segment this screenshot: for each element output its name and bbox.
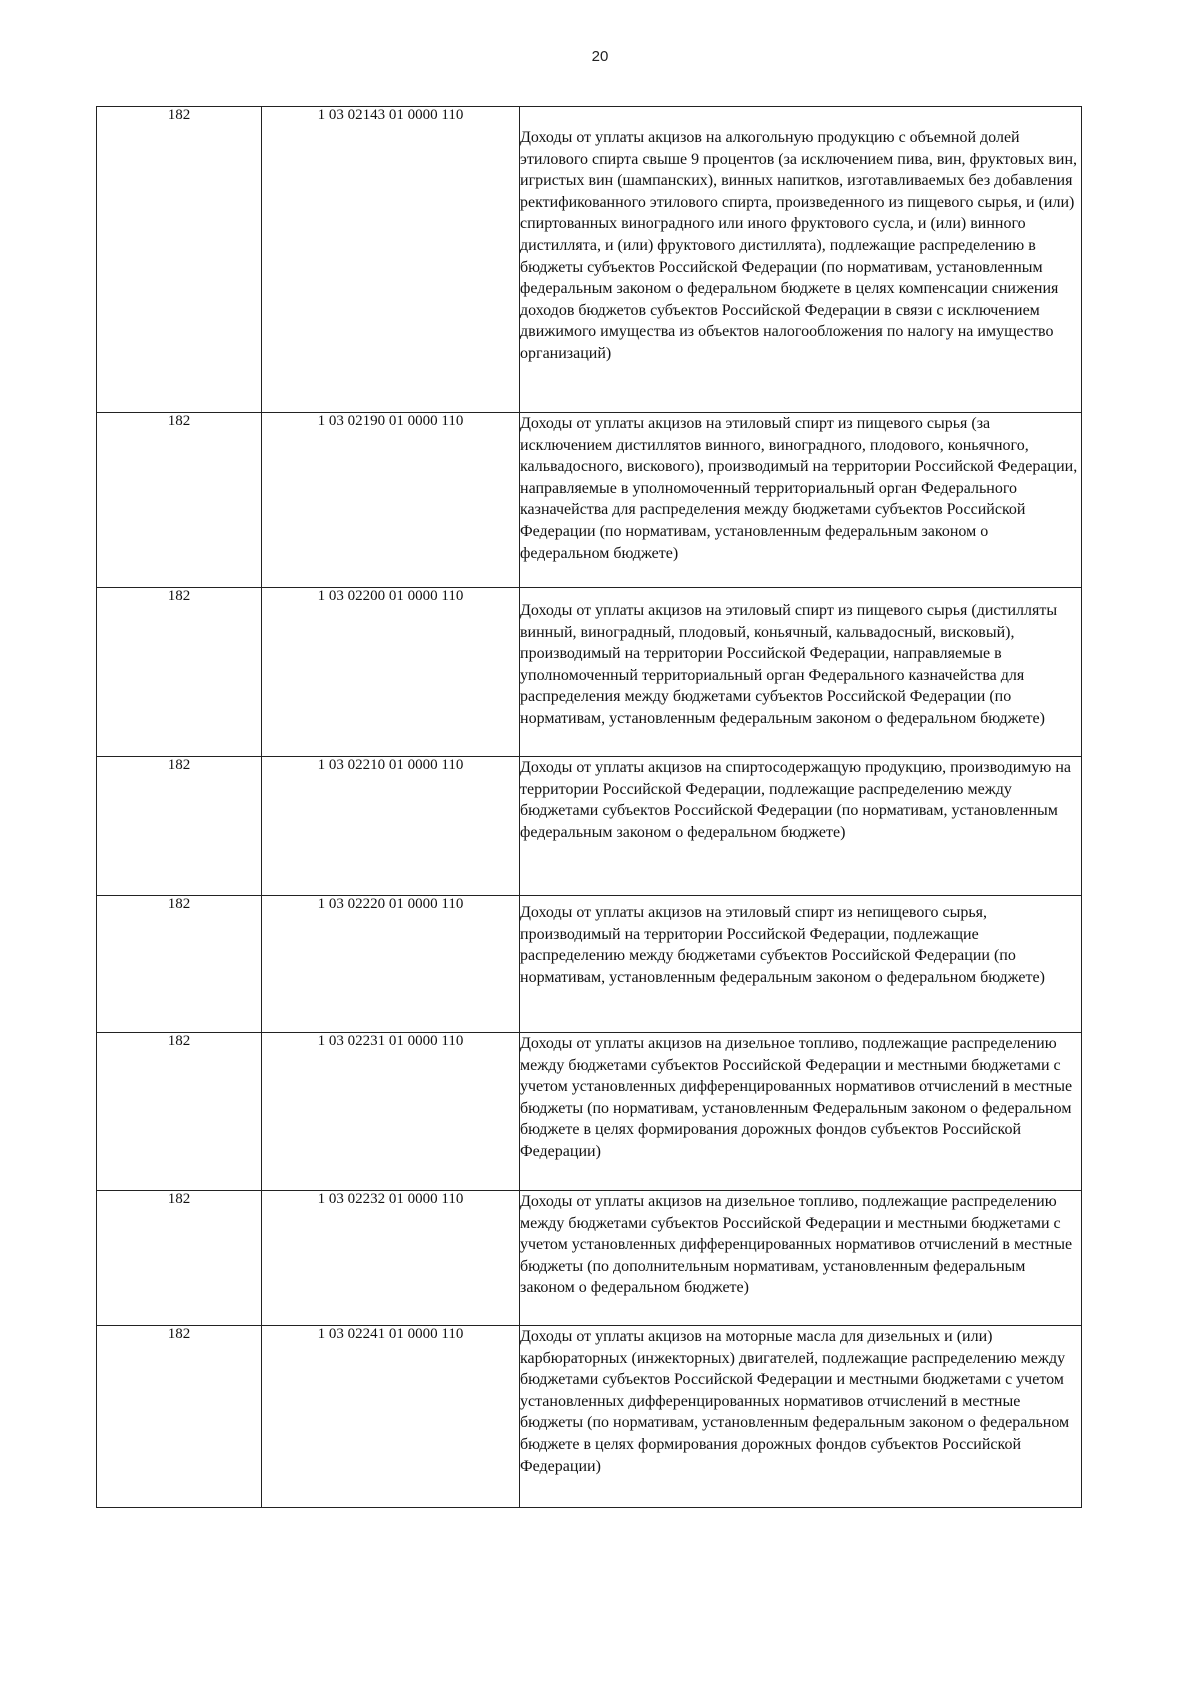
description-cell: Доходы от уплаты акцизов на этиловый спирт из пищевого сырья (дистилляты винный, виноградный, плодовый, коньячный, кальвадосный, висковый), производимый на территории Российской Федерации, направляемые в уполномоченный территориальный орган Федерального казначейства для распределения между бюджетами субъектов Российской Федерации (по нормативам, установленным федеральным законом о федеральном бюджете) [520,588,1082,757]
description-cell: Доходы от уплаты акцизов на этиловый спирт из пищевого сырья (за исключением дистиллятов винного, виноградного, плодового, коньячного, кальвадосного, вискового), производимый на территории Российской Федерации, направляемые в уполномоченный территориальный орган Федерального казначейства для распределения между бюджетами субъектов Российской Федерации (по нормативам, установленным федеральным законом о федеральном бюджете) [520,413,1082,588]
table-row [97,1326,1082,1508]
revenue-codes-table [96,106,1082,1508]
table-row [97,413,1082,588]
admin-code-cell: 182 [97,1326,262,1508]
table-row [97,588,1082,757]
table-row [97,1033,1082,1191]
description-cell: Доходы от уплаты акцизов на этиловый спирт из непищевого сырья, производимый на территории Российской Федерации, подлежащие распределению между бюджетами субъектов Российской Федерации (по нормативам, установленным федеральным законом о федеральном бюджете) [520,896,1082,1033]
budget-code-cell: 1 03 02241 01 0000 110 [262,1326,520,1508]
budget-code-cell: 1 03 02220 01 0000 110 [262,896,520,1033]
table-row [97,1191,1082,1326]
admin-code-cell: 182 [97,107,262,413]
budget-code-cell: 1 03 02200 01 0000 110 [262,588,520,757]
admin-code-cell: 182 [97,413,262,588]
budget-code-cell: 1 03 02232 01 0000 110 [262,1191,520,1326]
admin-code-cell: 182 [97,1191,262,1326]
table-row [97,107,1082,413]
table-row [97,757,1082,896]
budget-code-cell: 1 03 02231 01 0000 110 [262,1033,520,1191]
budget-code-cell: 1 03 02190 01 0000 110 [262,413,520,588]
description-cell: Доходы от уплаты акцизов на дизельное топливо, подлежащие распределению между бюджетами субъектов Российской Федерации и местными бюджетами с учетом установленных дифференцированных нормативов отчислений в местные бюджеты (по дополнительным нормативам, установленным федеральным законом о федеральном бюджете) [520,1191,1082,1326]
description-cell: Доходы от уплаты акцизов на моторные масла для дизельных и (или) карбюраторных (инжекторных) двигателей, подлежащие распределению между бюджетами субъектов Российской Федерации и местными бюджетами с учетом установленных дифференцированных нормативов отчислений в местные бюджеты (по нормативам, установленным федеральным законом о федеральном бюджете в целях формирования дорожных фондов субъектов Российской Федерации) [520,1326,1082,1508]
admin-code-cell: 182 [97,1033,262,1191]
page-number: 20 [591,48,609,65]
admin-code-cell: 182 [97,757,262,896]
description-cell: Доходы от уплаты акцизов на дизельное топливо, подлежащие распределению между бюджетами субъектов Российской Федерации и местными бюджетами с учетом установленных дифференцированных нормативов отчислений в местные бюджеты (по нормативам, установленным Федеральным законом о федеральном бюджете в целях формирования дорожных фондов субъектов Российской Федерации) [520,1033,1082,1191]
budget-code-cell: 1 03 02210 01 0000 110 [262,757,520,896]
admin-code-cell: 182 [97,896,262,1033]
table-row [97,896,1082,1033]
admin-code-cell: 182 [97,588,262,757]
description-cell: Доходы от уплаты акцизов на алкогольную продукцию с объемной долей этилового спирта свыше 9 процентов (за исключением пива, вин, фруктовых вин, игристых вин (шампанских), винных напитков, изготавливаемых без добавления ректификованного этилового спирта, произведенного из пищевого сырья, и (или) спиртованных виноградного или иного фруктового сусла, и (или) винного дистиллята, и (или) фруктового дистиллята), подлежащие распределению в бюджеты субъектов Российской Федерации (по нормативам, установленным федеральным законом о федеральном бюджете в целях компенсации снижения доходов бюджетов субъектов Российской Федерации в связи с исключением движимого имущества из объектов налогообложения по налогу на имущество организаций) [520,107,1082,413]
budget-code-cell: 1 03 02143 01 0000 110 [262,107,520,413]
description-cell: Доходы от уплаты акцизов на спиртосодержащую продукцию, производимую на территории Российской Федерации, подлежащие распределению между бюджетами субъектов Российской Федерации (по нормативам, установленным федеральным законом о федеральном бюджете) [520,757,1082,896]
